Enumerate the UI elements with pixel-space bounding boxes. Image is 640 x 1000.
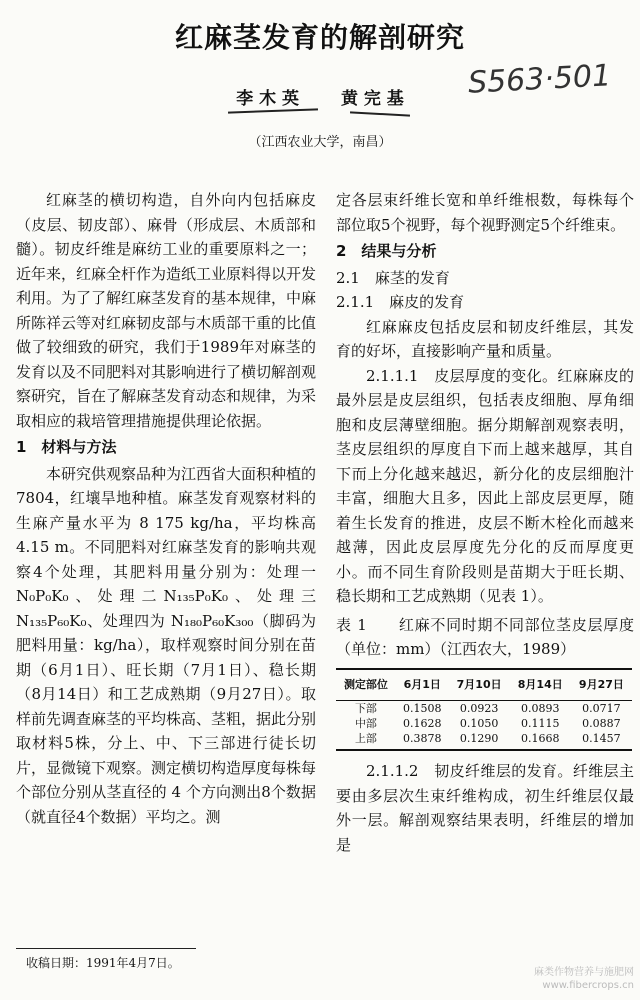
table-cell: 中部 <box>354 717 377 730</box>
left-column <box>16 188 316 829</box>
section-heading: 1 材料与方法 <box>16 438 117 456</box>
table-header-cell: 7月10日 <box>449 669 510 701</box>
author-underline <box>228 108 318 113</box>
continued-paragraph: 定各层束纤维长宽和单纤维根数，每株每个部位取5个视野，每个视野测定5个纤维束。 <box>336 191 634 234</box>
table-row <box>336 701 632 717</box>
data-table <box>336 668 632 752</box>
subsection-heading: 2.1.1 麻皮的发育 <box>336 293 465 311</box>
table-cell: 0.1115 <box>521 717 560 730</box>
table-cell: 0.1050 <box>459 717 499 730</box>
body-paragraph: 2.1.1.1 皮层厚度的变化。红麻麻皮的最外层是皮层组织，包括表皮细胞、厚角细胞和皮层薄壁细胞。据分期解剖观察表明，茎皮层组织的厚度自下而上越来越厚，其自下而上分化越来越迟，新分化的皮层细胞汁丰富，细胞大且多，因此上部皮层更厚，随着生长发育的推进，皮层不断木栓化而越来越薄，因此皮层厚度先分化的反而厚度更小。而不同生育阶段则是苗期大于旺长期、稳长期和工艺成熟期（见表 1）。 <box>336 366 634 605</box>
right-column <box>336 188 634 857</box>
subsection-heading: 2.1 麻茎的发育 <box>336 268 450 287</box>
table-cell: 0.1508 <box>402 702 442 715</box>
table-cell: 上部 <box>336 731 396 750</box>
table-caption: 表 1 红麻不同时期不同部位茎皮层厚度（单位：mm）（江西农大，1989） <box>336 615 634 658</box>
table-cell: 0.1668 <box>510 731 571 750</box>
affiliation: （江西农业大学，南昌） <box>248 135 392 150</box>
table-row <box>336 716 632 731</box>
author-2: 黄 完 基 <box>340 89 404 109</box>
body-paragraph: 2.1.1.2 韧皮纤维层的发育。纤维层主要由多层次生束纤维构成，初生纤维层仅最外一层。解剖观察结果表明，纤维层的增加是 <box>336 762 634 854</box>
table-cell: 0.0717 <box>582 702 621 715</box>
methods-paragraph: 本研究供观察品种为江西省大面积种植的7804，红壤旱地种植。麻茎发育观察材料的生麻产量水平为 8 175 kg/ha，平均株高 4.15 m。不同肥料对红麻茎发育的影响共观察4个处理，其肥料用量分别为：处理一 N₀P₀K₀、处理二N₁₃₅P₀K₀、处理三N₁₃₅P₆₀K₀、处理四为 N₁₈₀P₆₀K₃₀₀（脚码为肥料用量：kg/ha），取样观察时间分别在苗期（6月1日）、旺长期（7月1日）、稳长期（8月14日）和工艺成熟期（9月27日）。取样前先调查麻茎的平均株高、茎粗，据此分别取材料5株，分上、中、下三部进行徒长切片，显微镜下观察。测定横切构造厚度每株每个部位分别从茎直径的 4 个方向测出8个数据（就直径4个数据）平均之。测 <box>16 464 317 826</box>
table-row <box>336 731 632 750</box>
table-cell: 0.3878 <box>396 731 449 750</box>
author-1: 李 木 英 <box>236 89 300 109</box>
table-cell: 0.1457 <box>571 731 632 750</box>
watermark: 麻类作物营养与施肥网 www.fibercrops.cn <box>534 967 634 991</box>
table-cell: 0.0893 <box>521 702 560 715</box>
body-paragraph: 红麻麻皮包括皮层和韧皮纤维层，其发育的好坏，直接影响产量和质量。 <box>336 317 634 360</box>
section-heading: 2 结果与分析 <box>336 242 437 260</box>
table-cell: 0.1628 <box>402 717 442 730</box>
author-underline <box>350 111 410 116</box>
table-cell: 0.1290 <box>449 731 510 750</box>
table-header-cell: 8月14日 <box>510 669 571 701</box>
table-header-cell: 9月27日 <box>571 669 632 701</box>
table-cell: 下部 <box>354 702 377 715</box>
table-header-row <box>336 669 632 701</box>
table-header-cell: 6月1日 <box>396 669 449 701</box>
footnote-divider <box>16 948 196 949</box>
table-header-cell: 测定部位 <box>336 669 396 701</box>
handwritten-call-number: S563·501 <box>467 58 612 101</box>
footnote: 收稿日期：1991年4月7日。 <box>26 956 180 970</box>
intro-paragraph: 红麻茎的横切构造，自外向内包括麻皮（皮层、韧皮部）、麻骨（形成层、木质部和髓）。韧皮纤维是麻纺工业的重要原料之一；近年来，红麻全杆作为造纸工业原料得以开发利用。为了了解红麻茎发育的基本规律，中麻所陈祥云等对红麻韧皮部与木质部干重的比值做了较细致的研究，我们于1989年对麻茎的发育以及不同肥料对其影响进行了横切解剖观察研究，旨在了解麻茎发育动态和规律，为采取相应的栽培管理措施提供理论依据。 <box>16 191 317 430</box>
table-cell: 0.0923 <box>459 702 499 715</box>
paper-title: 红麻茎发育的解剖研究 <box>174 21 465 54</box>
table-cell: 0.0887 <box>582 717 621 730</box>
